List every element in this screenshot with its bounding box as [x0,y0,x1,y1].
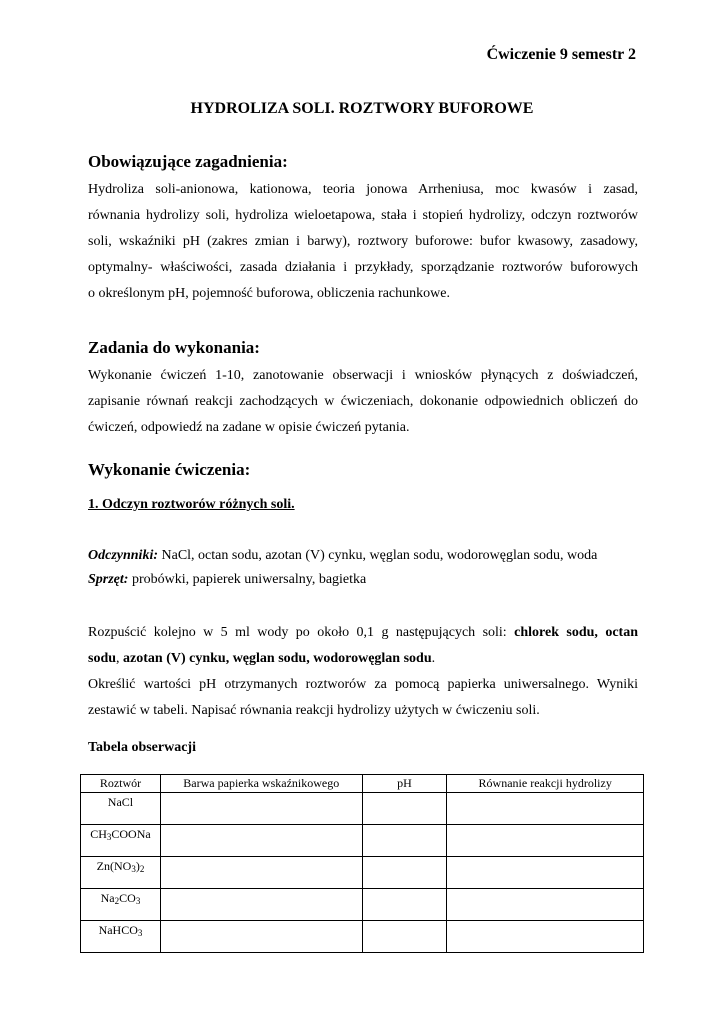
page-title: HYDROLIZA SOLI. ROZTWORY BUFOROWE [190,100,534,117]
tasks-line-1: Wykonanie ćwiczeń 1-10, zanotowanie obserwacji i wniosków płynących z doświadczeń, [88,368,638,383]
dissolve-line-2 [88,646,435,672]
table-row [81,857,644,889]
cell-equation[interactable] [447,793,644,825]
tasks-line-2: zapisanie równań reakcji zachodzących w ćwiczeniach, dokonanie odpowiednich obliczeń do [88,394,638,409]
table-row [81,889,644,921]
cell-color[interactable] [160,793,362,825]
row-label: $Na_2CO_3$ [81,889,161,921]
row-label: $Zn(NO_3)_2$ [81,857,161,889]
dissolve-sep: , [116,651,124,666]
cell-ph[interactable] [362,889,447,921]
cell-equation[interactable] [447,857,644,889]
cell-color[interactable] [160,857,362,889]
issues-line-5: o określonym pH, pojemność buforowa, obliczenia rachunkowe. [88,286,450,301]
issues-line-1: Hydroliza soli-anionowa, kationowa, teoria jonowa Arrheniusa, moc kwasów i zasad, [88,182,638,197]
equipment-label: Sprzęt: [88,572,129,587]
dissolve-bold-2: sodu [88,651,117,666]
header-indicator-color: Barwa papierka wskaźnikowego [160,775,362,793]
issues-line-3: soli, wskaźniki pH (zakres zmian i barwy), roztwory buforowe: bufor kwasowy, zasadowy, [88,234,638,249]
cell-ph[interactable] [362,825,447,857]
dissolve-line-1 [88,620,638,646]
dissolve-end: . [431,651,436,666]
observation-table [80,774,644,953]
cell-equation[interactable] [447,921,644,953]
equipment-line [88,572,366,588]
table-caption: Tabela obserwacji [88,740,196,755]
subsection-heading: 1. Odczyn roztworów różnych soli. [88,497,295,512]
cell-color[interactable] [160,921,362,953]
header-solution: Roztwór [81,775,161,793]
table-row [81,825,644,857]
equipment-text: probówki, papierek uniwersalny, bagietka [128,572,367,587]
row-label: NaHCO$_3$ [81,921,161,953]
cell-ph[interactable] [362,793,447,825]
dissolve-plain: Rozpuścić kolejno w 5 ml wody po około 0,1 g następujących soli: [88,625,515,640]
issues-line-4: optymalny- właściwości, zasada działania i przykłady, sporządzanie roztworów buforowych [88,260,638,275]
dissolve-bold-3: azotan (V) cynku, węglan sodu, wodorowęglan sodu [123,651,432,666]
cell-color[interactable] [160,889,362,921]
header-ph: pH [362,775,447,793]
row-label: NaCl [81,793,161,825]
row-label: $CH_3COONa$ [81,825,161,857]
issues-line-2: równania hydrolizy soli, hydroliza wieloetapowa, stała i stopień hydrolizy, odczyn roztworów [88,208,638,223]
header-hydrolysis-equation: Równanie reakcji hydrolizy [447,775,644,793]
determine-line-1: Określić wartości pH otrzymanych roztworów za pomocą papierka uniwersalnego. Wyniki [88,677,638,692]
tasks-line-3: ćwiczeń, odpowiedź na zadane w opisie ćwiczeń pytania. [88,420,410,435]
cell-equation[interactable] [447,825,644,857]
issues-heading: Obowiązujące zagadnienia: [88,152,288,171]
table-row [81,793,644,825]
reagents-text: NaCl, octan sodu, azotan (V) cynku, węglan sodu, wodorowęglan sodu, woda [158,548,598,563]
cell-ph[interactable] [362,857,447,889]
dissolve-bold-1: chlorek sodu, octan [514,625,638,640]
table-header-row [81,775,644,793]
cell-equation[interactable] [447,889,644,921]
reagents-label: Odczynniki: [88,548,158,563]
cell-color[interactable] [160,825,362,857]
cell-ph[interactable] [362,921,447,953]
determine-line-2: zestawić w tabeli. Napisać równania reakcji hydrolizy użytych w ćwiczeniu soli. [88,703,540,718]
exercise-label: Ćwiczenie 9 semestr 2 [486,46,636,63]
table-row [81,921,644,953]
execution-heading: Wykonanie ćwiczenia: [88,460,251,479]
tasks-heading: Zadania do wykonania: [88,338,260,357]
reagents-line [88,548,597,564]
